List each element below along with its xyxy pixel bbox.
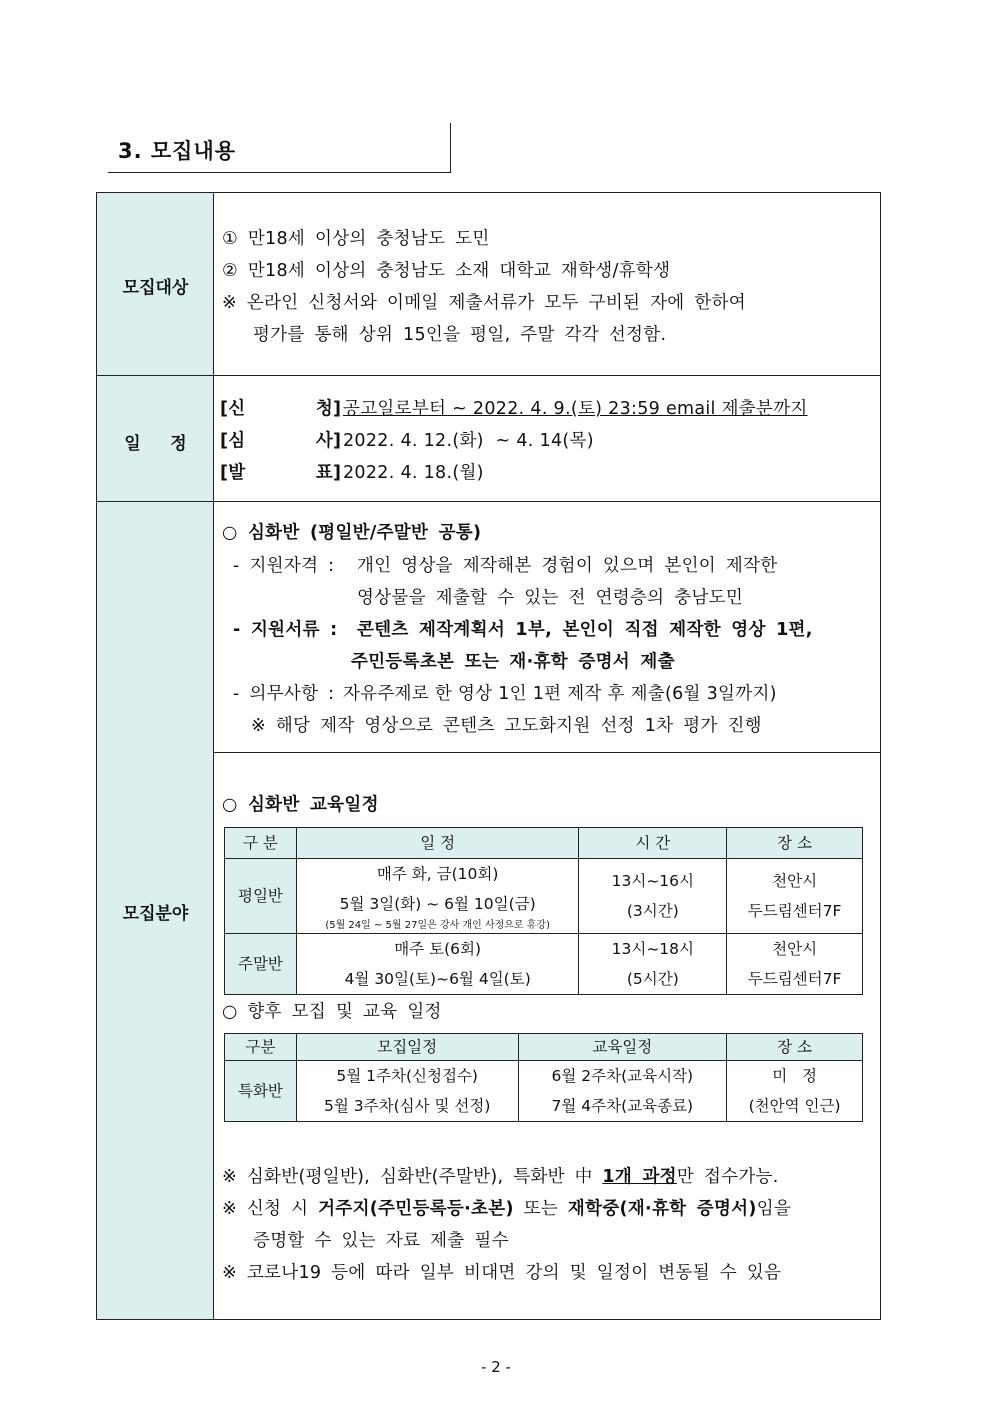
target-label: 모집대상 (122, 278, 189, 298)
section-title: 3. 모집내용 (118, 139, 237, 163)
weekend-place-1: 천안시 (772, 940, 818, 958)
target-line-4: 평가를 통해 상위 15인을 평일, 주말 각각 선정함. (253, 325, 667, 345)
weekend-time-cell (579, 934, 727, 995)
weekday-date-cell (296, 859, 579, 934)
note-1-b: 1개 과정 (602, 1167, 677, 1187)
weekday-time-2: (3시간) (626, 902, 679, 920)
divider (97, 501, 880, 502)
weekend-place-cell (727, 934, 863, 995)
weekday-date-1: 매주 화, 금(10회) (376, 865, 499, 883)
documents-line-2: 주민등록초본 또는 재·휴학 증명서 제출 (351, 652, 675, 672)
schedule-value-announce: 2022. 4. 18.(월) (343, 463, 484, 483)
note-1-c: 만 접수가능. (676, 1167, 779, 1187)
schedule-value-review: 2022. 4. 12.(화) ~ 4. 14(목) (343, 431, 594, 451)
table-row (225, 1061, 863, 1122)
weekend-date-2: 4월 30일(토)~6월 4일(토) (344, 970, 531, 988)
intensive-title: ○ 심화반 (평일반/주말반 공통) (222, 523, 482, 543)
note-2 (222, 1195, 791, 1220)
note-1-a: ※ 심화반(평일반), 심화반(주말반), 특화반 中 (222, 1167, 603, 1187)
future-schedule-title: ○ 향후 모집 및 교육 일정 (222, 1002, 442, 1022)
header-cell: 시 간 (579, 828, 727, 859)
special-label: 특화반 (225, 1061, 297, 1122)
header-cell: 구 분 (225, 828, 297, 859)
recruitment-table (96, 192, 881, 1320)
schedule-label: 일 정 (124, 434, 187, 454)
special-edu-cell (518, 1061, 727, 1122)
duty-key: - 의무사항 : (233, 684, 335, 704)
header-cell: 구분 (225, 1034, 297, 1061)
header-cell: 장 소 (727, 1034, 863, 1061)
qualification-line-2: 영상물을 제출할 수 있는 전 연령층의 충남도민 (357, 588, 744, 608)
page-number: - 2 - (481, 1358, 511, 1376)
target-line-1: ① 만18세 이상의 충청남도 도민 (222, 229, 490, 249)
special-place-1: 미 정 (772, 1067, 817, 1085)
special-recruit-cell (296, 1061, 518, 1122)
note-2-c: 또는 (513, 1199, 568, 1219)
edu-schedule-table (224, 827, 863, 995)
table-row (225, 934, 863, 995)
schedule-key-apply: [신 청] (220, 399, 342, 419)
note-2-a: ※ 신청 시 (222, 1199, 319, 1219)
note-2-cont: 증명할 수 있는 자료 제출 필수 (253, 1231, 509, 1251)
qualification-line-1: 개인 영상을 제작해본 경험이 있으며 본인이 제작한 (357, 556, 778, 576)
divider (97, 375, 880, 376)
weekday-time-1: 13시~16시 (611, 872, 695, 890)
special-edu-1: 6월 2주차(교육시작) (551, 1067, 694, 1085)
weekend-time-2: (5시간) (626, 970, 679, 988)
header-cell: 장 소 (727, 828, 863, 859)
note-2-d: 재학중(재·휴학 증명서) (567, 1199, 757, 1219)
header-cell: 모집일정 (296, 1034, 518, 1061)
divider (214, 752, 880, 753)
weekday-date-2: 5월 3일(화) ~ 6월 10일(금) (339, 895, 536, 913)
label-column (97, 193, 214, 1319)
table-row (225, 859, 863, 934)
weekday-place-1: 천안시 (772, 872, 818, 890)
future-schedule-table (224, 1033, 863, 1122)
note-1 (222, 1163, 779, 1188)
target-line-2: ② 만18세 이상의 충청남도 소재 대학교 재학생/휴학생 (222, 261, 671, 281)
weekend-label: 주말반 (225, 934, 297, 995)
note-2-b: 거주지(주민등록등·초본) (318, 1199, 514, 1219)
weekend-place-2: 두드림센터7F (747, 970, 842, 988)
schedule-key-announce: [발 표] (220, 463, 342, 483)
note-2-e: 임을 (756, 1199, 792, 1219)
documents-line-1: 콘텐츠 제작계획서 1부, 본인이 직접 제작한 영상 1편, (357, 620, 813, 640)
header-cell: 교육일정 (518, 1034, 727, 1061)
weekday-label: 평일반 (225, 859, 297, 934)
weekday-place-cell (727, 859, 863, 934)
weekend-time-1: 13시~18시 (611, 940, 695, 958)
special-recruit-1: 5월 1주차(신청접수) (336, 1067, 478, 1085)
weekday-place-2: 두드림센터7F (747, 902, 842, 920)
header-cell: 일 정 (296, 828, 579, 859)
note-3: ※ 코로나19 등에 따라 일부 비대면 강의 및 일정이 변동될 수 있음 (222, 1263, 782, 1283)
field-label: 모집분야 (122, 904, 189, 924)
special-place-cell (727, 1061, 863, 1122)
special-edu-2: 7월 4주차(교육종료) (551, 1097, 694, 1115)
weekend-date-1: 매주 토(6회) (394, 940, 482, 958)
schedule-value-apply: 공고일로부터 ~ 2022. 4. 9.(토) 23:59 email 제출분까지 (343, 399, 808, 419)
weekday-time-cell (579, 859, 727, 934)
schedule-key-review: [심 사] (220, 431, 342, 451)
special-recruit-2: 5월 3주차(심사 및 선정) (324, 1097, 491, 1115)
weekday-date-note: (5월 24일 ~ 5월 27일은 강사 개인 사정으로 휴강) (325, 920, 550, 931)
qualification-key: - 지원자격 : (233, 556, 335, 576)
target-line-3: ※ 온라인 신청서와 이메일 제출서류가 모두 구비된 자에 한하여 (222, 293, 746, 313)
duty-note: ※ 해당 제작 영상으로 콘텐츠 고도화지원 선정 1차 평가 진행 (251, 716, 762, 736)
special-place-2: (천안역 인근) (748, 1097, 841, 1115)
documents-key: - 지원서류 : (233, 620, 338, 640)
edu-schedule-title: ○ 심화반 교육일정 (222, 795, 379, 815)
weekend-date-cell (296, 934, 579, 995)
section-title-box (108, 123, 451, 173)
duty-text: 자유주제로 한 영상 1인 1편 제작 후 제출(6월 3일까지) (343, 684, 777, 704)
